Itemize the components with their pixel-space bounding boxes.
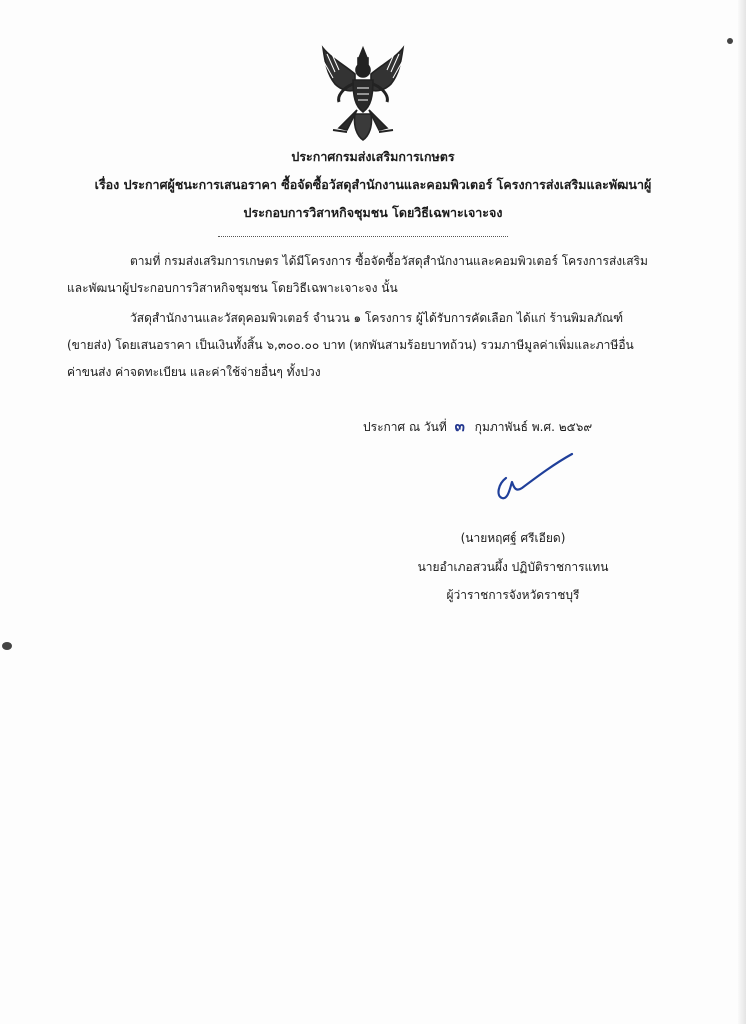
subject-line-continued: ประกอบการวิสาหกิจชุมชน โดยวิธีเฉพาะเจาะจง — [243, 205, 503, 220]
scan-speck — [727, 38, 733, 44]
signatory-name: (นายหฤศฐ์ ศรีเอียด) — [460, 531, 566, 545]
body-paragraph-1-line-1: ตามที่ กรมส่งเสริมการเกษตร ได้มีโครงการ ซื้อจัดซื้อวัสดุสำนักงานและคอมพิวเตอร์ โครงการส่งเสริม — [130, 254, 648, 268]
announcement-title: ประกาศกรมส่งเสริมการเกษตร — [291, 149, 455, 164]
announcement-date — [363, 414, 592, 438]
date-month-year: กุมภาพันธ์ พ.ศ. ๒๕๖๙ — [474, 420, 593, 434]
signatory-position: นายอำเภอสวนผึ้ง ปฏิบัติราชการแทน — [417, 560, 609, 574]
scan-edge — [738, 0, 746, 1024]
date-prefix: ประกาศ ณ วันที่ — [363, 420, 447, 434]
signature-mark — [492, 448, 582, 508]
signatory-position-continued: ผู้ว่าราชการจังหวัดราชบุรี — [446, 588, 580, 602]
body-paragraph-2-line-3: ค่าขนส่ง ค่าจดทะเบียน และค่าใช้จ่ายอื่นๆ ทั้งปวง — [67, 365, 321, 379]
body-paragraph-2-line-2: (ขายส่ง) โดยเสนอราคา เป็นเงินทั้งสิ้น ๖,๓๐๐.๐๐ บาท (หกพันสามร้อยบาทถ้วน) รวมภาษีมูลค่าเพิ่มและภาษีอื่น — [67, 338, 634, 352]
divider — [218, 236, 508, 237]
handwritten-day: ๓ — [454, 417, 465, 435]
scan-speck — [2, 642, 12, 650]
garuda-emblem-icon — [313, 44, 413, 144]
body-paragraph-1-line-2: และพัฒนาผู้ประกอบการวิสาหกิจชุมชน โดยวิธีเฉพาะเจาะจง นั้น — [67, 281, 398, 295]
body-paragraph-2-line-1: วัสดุสำนักงานและวัสดุคอมพิวเตอร์ จำนวน ๑ โครงการ ผู้ได้รับการคัดเลือก ได้แก่ ร้านพิมลภัณฑ์ — [130, 311, 624, 325]
subject-line: เรื่อง ประกาศผู้ชนะการเสนอราคา ซื้อจัดซื้อวัสดุสำนักงานและคอมพิวเตอร์ โครงการส่งเสริมและพัฒนาผู้ — [94, 177, 652, 192]
